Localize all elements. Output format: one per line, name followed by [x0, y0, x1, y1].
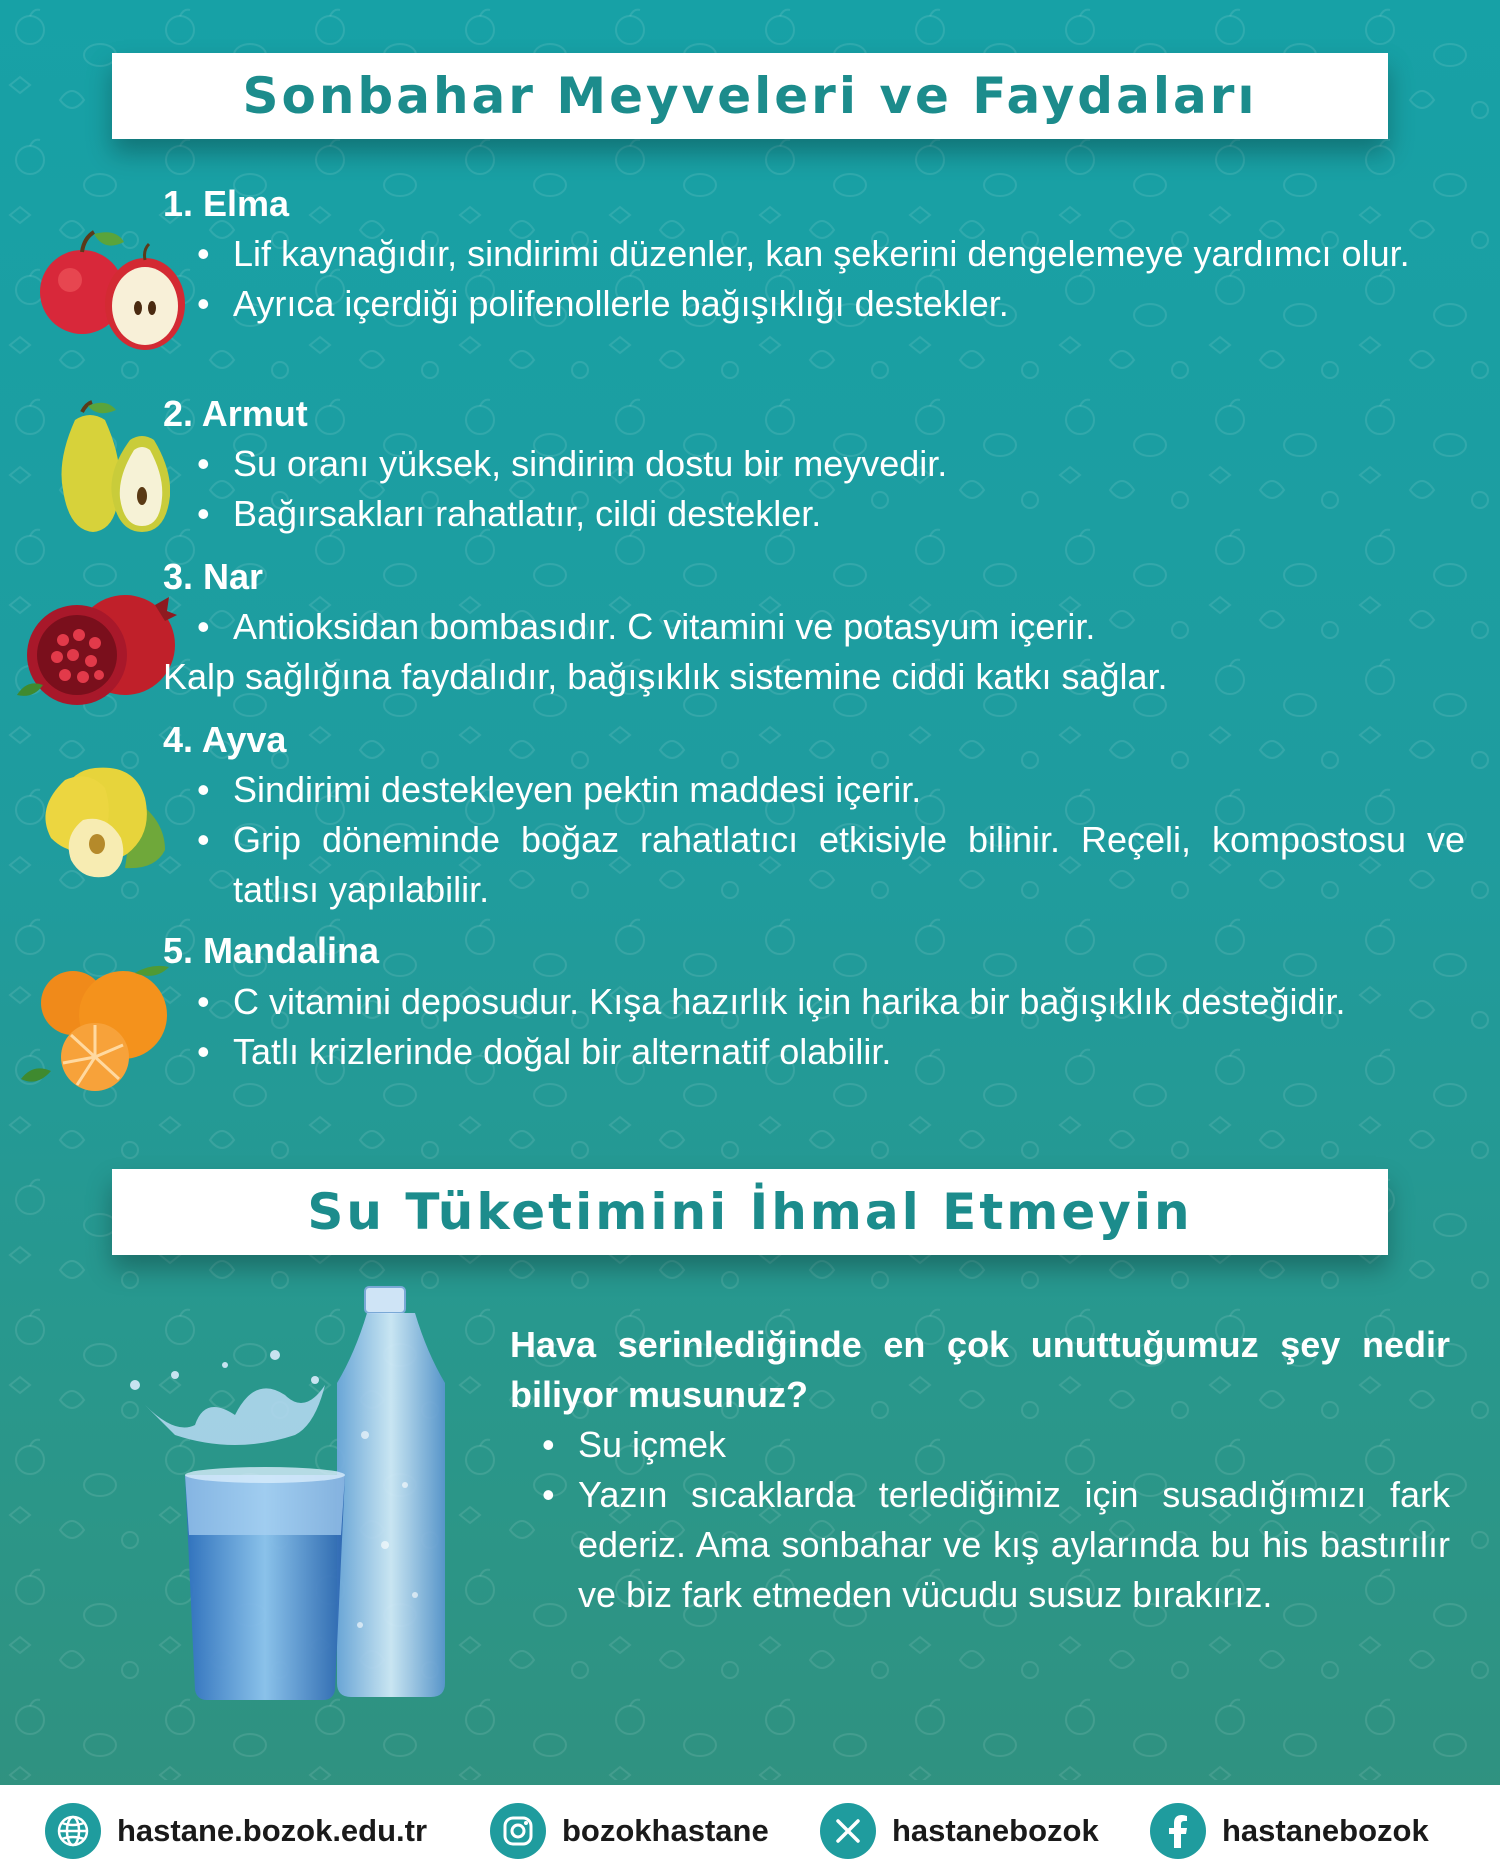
section-banner-fruits — [112, 53, 1388, 139]
water-glass-bottle-icon — [115, 1285, 455, 1705]
bullet-list-mandalina — [195, 977, 1465, 1077]
footer-website[interactable] — [45, 1803, 427, 1859]
list-item: • Bağırsakları rahatlatır, cildi destekler. — [195, 489, 1465, 539]
item-title-mandalina: 5. Mandalina — [163, 930, 380, 971]
pear-icon — [30, 400, 170, 540]
quince-icon — [25, 760, 175, 880]
x-label: hastanebozok — [892, 1813, 1099, 1848]
facebook-icon — [1150, 1803, 1206, 1859]
tangerine-icon — [15, 955, 185, 1095]
list-item: • Antioksidan bombasıdır. C vitamini ve potasyum içerir. — [195, 602, 1465, 652]
list-item: • Sindirimi destekleyen pektin maddesi içerir. — [195, 765, 1465, 815]
instagram-label: bozokhastane — [562, 1813, 769, 1848]
facebook-label: hastanebozok — [1222, 1813, 1429, 1848]
list-item: • Su içmek — [540, 1420, 1450, 1470]
list-item: • Yazın sıcaklarda terlediğimiz için susadığımızı fark ederiz. Ama sonbahar ve kış aylarında bu his bastırılır ve biz fark etmeden vücudu susuz bırakırız. — [540, 1470, 1450, 1620]
bullet-list-armut — [195, 439, 1465, 539]
list-item: • Lif kaynağıdır, sindirimi düzenler, kan şekerini dengelemeye yardımcı olur. — [195, 229, 1465, 279]
water-bullet-list — [540, 1420, 1450, 1620]
website-label: hastane.bozok.edu.tr — [117, 1813, 428, 1848]
water-question: Hava serinlediğinde en çok unuttuğumuz şey nedir biliyor musunuz? — [510, 1324, 1450, 1415]
nar-extra-text: Kalp sağlığına faydalıdır, bağışıklık sistemine ciddi katkı sağlar. — [163, 656, 1168, 697]
apple-icon — [20, 222, 200, 360]
x-logo-icon — [820, 1803, 876, 1859]
footer-instagram[interactable] — [490, 1803, 769, 1859]
bullet-list-nar — [195, 602, 1465, 652]
list-item: • Grip döneminde boğaz rahatlatıcı etkisiyle bilinir. Reçeli, kompostosu ve tatlısı yapılabilir. — [195, 815, 1465, 915]
section-banner-water — [112, 1169, 1388, 1255]
item-title-nar: 3. Nar — [163, 556, 264, 597]
bullet-list-elma — [195, 229, 1465, 329]
item-title-ayva: 4. Ayva — [163, 719, 287, 760]
list-item: • Su oranı yüksek, sindirim dostu bir meyvedir. — [195, 439, 1465, 489]
item-title-elma: 1. Elma — [163, 183, 290, 224]
bullet-list-ayva — [195, 765, 1465, 915]
section-title: Su Tüketimini İhmal Etmeyin — [307, 1183, 1193, 1241]
footer-facebook[interactable] — [1150, 1803, 1429, 1859]
section-title: Sonbahar Meyveleri ve Faydaları — [242, 67, 1258, 125]
globe-icon — [45, 1803, 101, 1859]
footer-x[interactable] — [820, 1803, 1099, 1859]
list-item: • Tatlı krizlerinde doğal bir alternatif olabilir. — [195, 1027, 1465, 1077]
list-item: • C vitamini deposudur. Kışa hazırlık için harika bir bağışıklık desteğidir. — [195, 977, 1465, 1027]
item-title-armut: 2. Armut — [163, 393, 308, 434]
footer — [0, 1785, 1500, 1875]
instagram-icon — [490, 1803, 546, 1859]
list-item: • Ayrıca içerdiği polifenollerle bağışıklığı destekler. — [195, 279, 1465, 329]
